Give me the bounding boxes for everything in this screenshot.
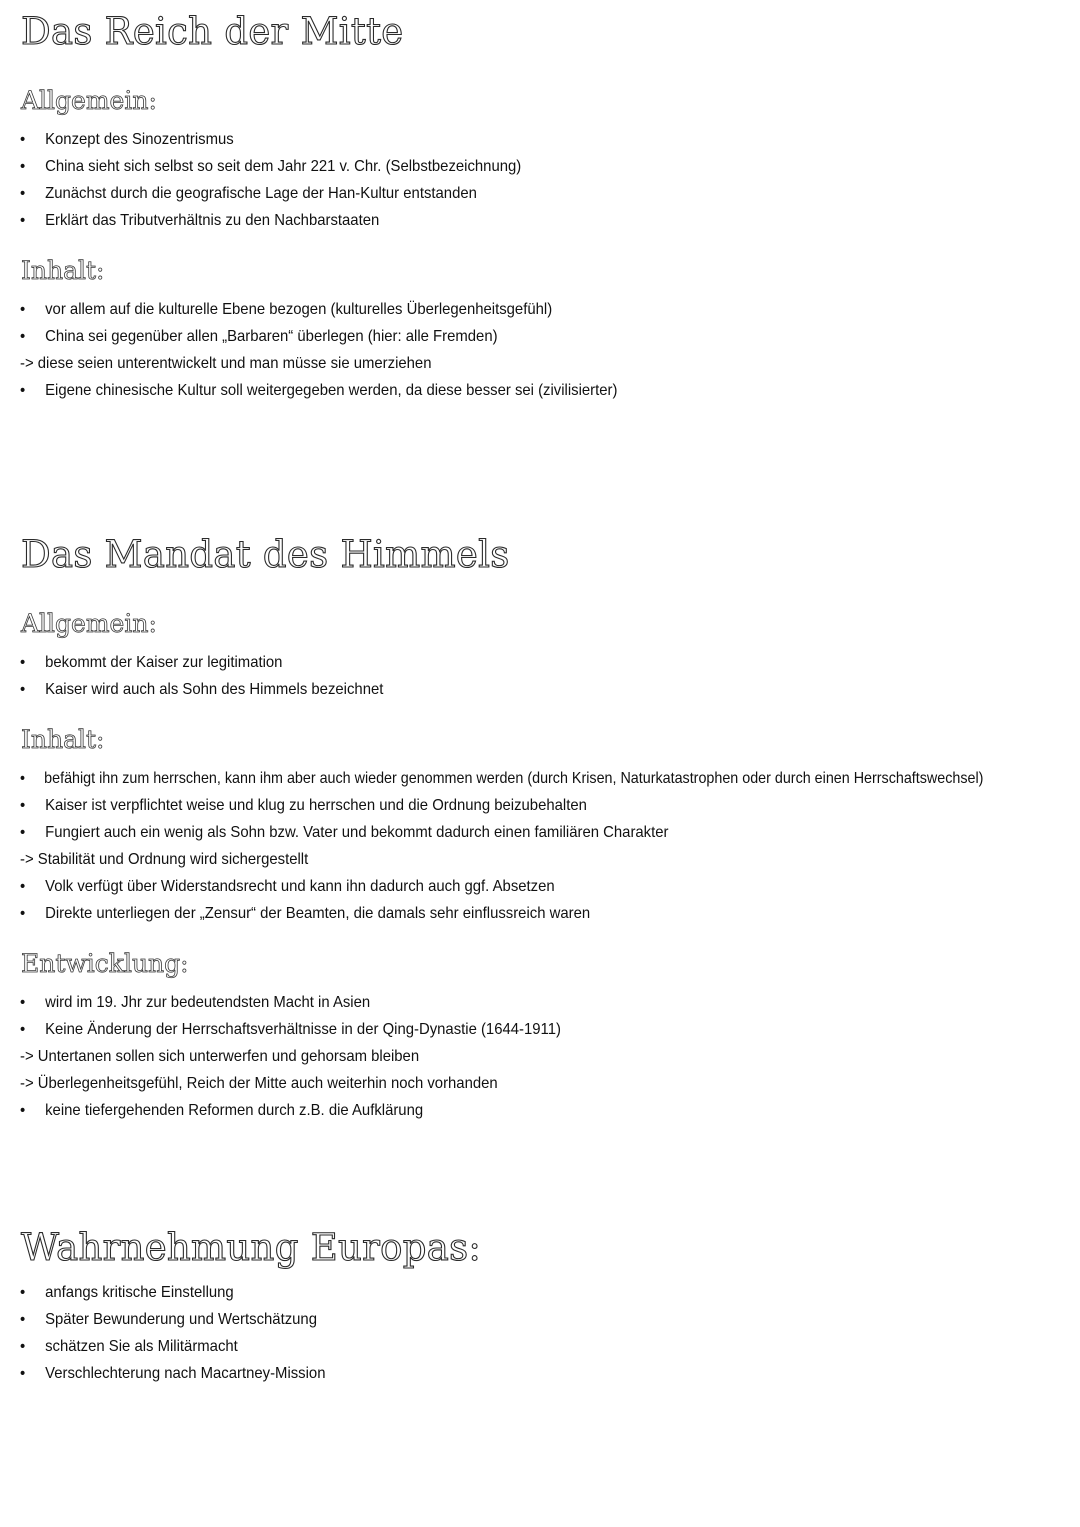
list-item: • Eigene chinesische Kultur soll weitergegeben werden, da diese besser sei (zivilisierter) [20, 377, 617, 404]
list-item: • Konzept des Sinozentrismus [20, 126, 234, 153]
bullet-icon: • [20, 797, 26, 814]
subheading-entwicklung: Entwicklung: [21, 949, 189, 978]
list-item: • wird im 19. Jhr zur bedeutendsten Macht in Asien [20, 989, 370, 1016]
bullet-icon: • [20, 1311, 26, 1328]
list-item: • Zunächst durch die geografische Lage der Han-Kultur entstanden [20, 180, 477, 207]
list-item: • befähigt ihn zum herrschen, kann ihm aber auch wieder genommen werden (durch Krisen, Naturkatastrophen oder durch einen Herrschaftswechsel) [20, 765, 983, 792]
arrow-line: -> diese seien unterentwickelt und man müsse sie umerziehen [20, 355, 432, 372]
list-item: • Kaiser ist verpflichtet weise und klug zu herrschen und die Ordnung beizubehalten [20, 792, 587, 819]
bullet-icon: • [20, 681, 26, 698]
subheading-allgemein: Allgemein: [21, 86, 157, 115]
list-item: • Fungiert auch ein wenig als Sohn bzw. Vater und bekommt dadurch einen familiären Charakter [20, 819, 668, 846]
list-item: • bekommt der Kaiser zur legitimation [20, 649, 282, 676]
section-title-reich-der-mitte: Das Reich der Mitte [21, 10, 404, 53]
subheading-inhalt: Inhalt: [21, 256, 105, 285]
bullet-icon: • [20, 158, 26, 175]
list-item: • vor allem auf die kulturelle Ebene bezogen (kulturelles Überlegenheitsgefühl) [20, 296, 552, 323]
arrow-line: -> Untertanen sollen sich unterwerfen und gehorsam bleiben [20, 1048, 420, 1065]
bullet-icon: • [20, 1338, 26, 1355]
list-item: • anfangs kritische Einstellung [20, 1279, 234, 1306]
section-title-wahrnehmung-europas: Wahrnehmung Europas: [21, 1226, 482, 1269]
list-item: • Später Bewunderung und Wertschätzung [20, 1306, 317, 1333]
list-item: • China sei gegenüber allen „Barbaren“ überlegen (hier: alle Fremden) [20, 323, 498, 350]
list-item: • Verschlechterung nach Macartney-Mission [20, 1360, 325, 1387]
bullet-icon: • [20, 185, 26, 202]
subheading-allgemein: Allgemein: [21, 609, 157, 638]
bullet-icon: • [20, 1102, 26, 1119]
list-item: • Kaiser wird auch als Sohn des Himmels bezeichnet [20, 676, 383, 703]
bullet-icon: • [20, 824, 26, 841]
list-item: • China sieht sich selbst so seit dem Jahr 221 v. Chr. (Selbstbezeichnung) [20, 153, 521, 180]
list-item: • schätzen Sie als Militärmacht [20, 1333, 238, 1360]
arrow-line: -> Überlegenheitsgefühl, Reich der Mitte auch weiterhin noch vorhanden [20, 1075, 498, 1092]
bullet-icon: • [20, 328, 26, 345]
bullet-icon: • [20, 131, 26, 148]
subheading-inhalt: Inhalt: [21, 725, 105, 754]
bullet-icon: • [20, 1021, 26, 1038]
bullet-icon: • [20, 212, 26, 229]
list-item: • Erklärt das Tributverhältnis zu den Nachbarstaaten [20, 207, 379, 234]
bullet-icon: • [20, 878, 26, 895]
bullet-icon: • [20, 654, 26, 671]
list-item: • Volk verfügt über Widerstandsrecht und kann ihn dadurch auch ggf. Absetzen [20, 873, 555, 900]
list-item: • Direkte unterliegen der „Zensur“ der Beamten, die damals sehr einflussreich waren [20, 900, 590, 927]
list-item: • Keine Änderung der Herrschaftsverhältnisse in der Qing-Dynastie (1644-1911) [20, 1016, 561, 1043]
list-item: • keine tiefergehenden Reformen durch z.B. die Aufklärung [20, 1097, 423, 1124]
bullet-icon: • [20, 1365, 26, 1382]
bullet-icon: • [20, 382, 26, 399]
bullet-icon: • [20, 301, 26, 318]
section-title-mandat-des-himmels: Das Mandat des Himmels [21, 533, 510, 576]
bullet-icon: • [20, 905, 26, 922]
bullet-icon: • [20, 994, 26, 1011]
arrow-line: -> Stabilität und Ordnung wird sichergestellt [20, 851, 309, 868]
bullet-icon: • [20, 770, 26, 787]
bullet-icon: • [20, 1284, 26, 1301]
